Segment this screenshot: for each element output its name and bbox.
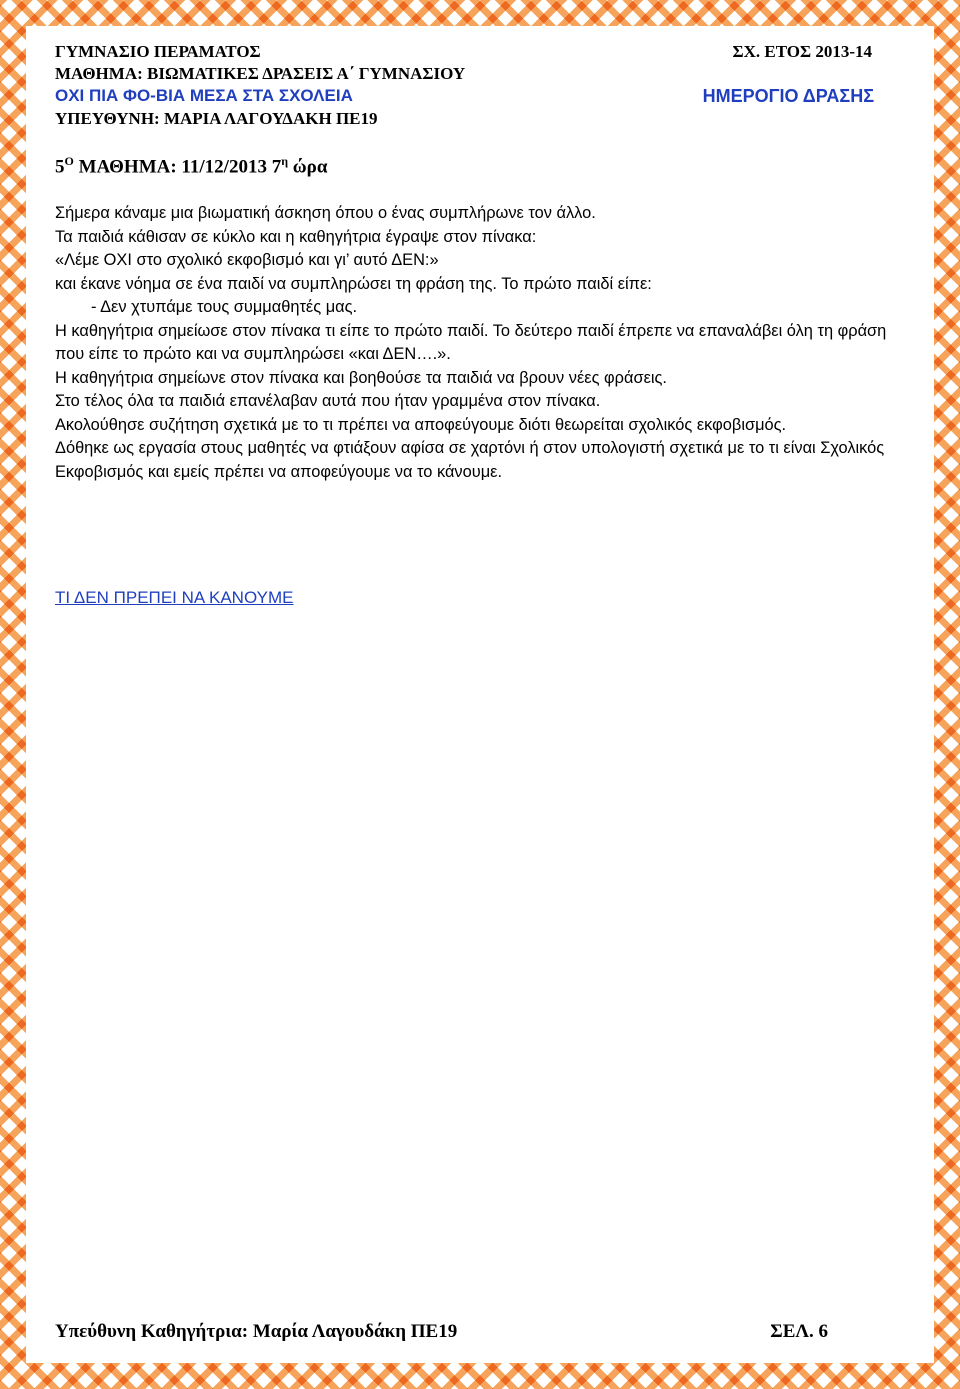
lesson-text: ΜΑΘΗΜΑ: 11/12/2013 7 (73, 156, 282, 178)
lesson-body (55, 202, 905, 484)
header-program: ΟΧΙ ΠΙΑ ΦΟ-ΒΙΑ ΜΕΣΑ ΣΤΑ ΣΧΟΛΕΙΑ (55, 86, 353, 105)
lesson-heading (55, 154, 327, 178)
body-paragraph-6: Η καθηγήτρια σημείωσε στον πίνακα τι είπε το πρώτο παιδί. Το δεύτερο παιδί έπρεπε να επαναλάβει όλη τη φράση που είπε το πρώτο και να συμπληρώσει «και ΔΕΝ….». (55, 321, 887, 363)
footer-page-number: ΣΕΛ. 6 (770, 1321, 828, 1342)
header-responsible: ΥΠΕΥΘΥΝΗ: ΜΑΡΙΑ ΛΑΓΟΥΔΑΚΗ ΠΕ19 (55, 109, 378, 128)
body-list-item: - Δεν χτυπάμε τους συμμαθητές μας. (91, 298, 358, 316)
header-subject: ΜΑΘΗΜΑ: ΒΙΩΜΑΤΙΚΕΣ ΔΡΑΣΕΙΣ Α΄ ΓΥΜΝΑΣΙΟΥ (55, 64, 466, 83)
body-paragraph-2: Τα παιδιά κάθισαν σε κύκλο και η καθηγήτρια έγραψε στον πίνακα: (55, 227, 537, 246)
body-paragraph-4: και έκανε νόημα σε ένα παιδί να συμπληρώσει τη φράση της. Το πρώτο παιδί είπε: (55, 274, 652, 293)
lesson-number: 5 (55, 156, 65, 178)
document-page (26, 26, 934, 1363)
footer-teacher: Υπεύθυνη Καθηγήτρια: Μαρία Λαγουδάκη ΠΕ19 (55, 1321, 458, 1342)
lesson-hour-sup: η (281, 154, 289, 168)
header-year: ΣΧ. ΕΤΟΣ 2013-14 (732, 42, 872, 61)
body-paragraph-1: Σήμερα κάναμε μια βιωματική άσκηση όπου ο ένας συμπλήρωνε τον άλλο. (55, 204, 596, 222)
header-school: ΓΥΜΝΑΣΙΟ ΠΕΡΑΜΑΤΟΣ (55, 42, 261, 61)
body-paragraph-7: Η καθηγήτρια σημείωνε στον πίνακα και βοηθούσε τα παιδιά να βρουν νέες φράσεις. (55, 368, 667, 387)
body-paragraph-9: Ακολούθησε συζήτηση σχετικά με το τι πρέπει να αποφεύγουμε διότι θεωρείται σχολικός εκφοβισμός. (55, 415, 787, 434)
body-paragraph-10: Δόθηκε ως εργασία στους μαθητές να φτιάξουν αφίσα σε χαρτόνι ή στον υπολογιστή σχετικά με το τι είναι Σχολικός Εκφοβισμός και εμείς πρέπει να αποφεύγουμε να το κάνουμε. (55, 439, 885, 481)
what-not-to-do-link[interactable]: ΤΙ ΔΕΝ ΠΡΕΠΕΙ ΝΑ ΚΑΝΟΥΜΕ (55, 588, 294, 607)
lesson-hour-text: ώρα (288, 156, 328, 178)
lesson-number-sup: Ο (64, 154, 74, 168)
header-diary: ΗΜΕΡΟΓΙΟ ΔΡΑΣΗΣ (702, 86, 874, 106)
body-paragraph-3: «Λέμε ΟΧΙ στο σχολικό εκφοβισμό και γι’ αυτό ΔΕΝ:» (55, 251, 439, 269)
body-paragraph-8: Στο τέλος όλα τα παιδιά επανέλαβαν αυτά που ήταν γραμμένα στον πίνακα. (55, 392, 601, 410)
